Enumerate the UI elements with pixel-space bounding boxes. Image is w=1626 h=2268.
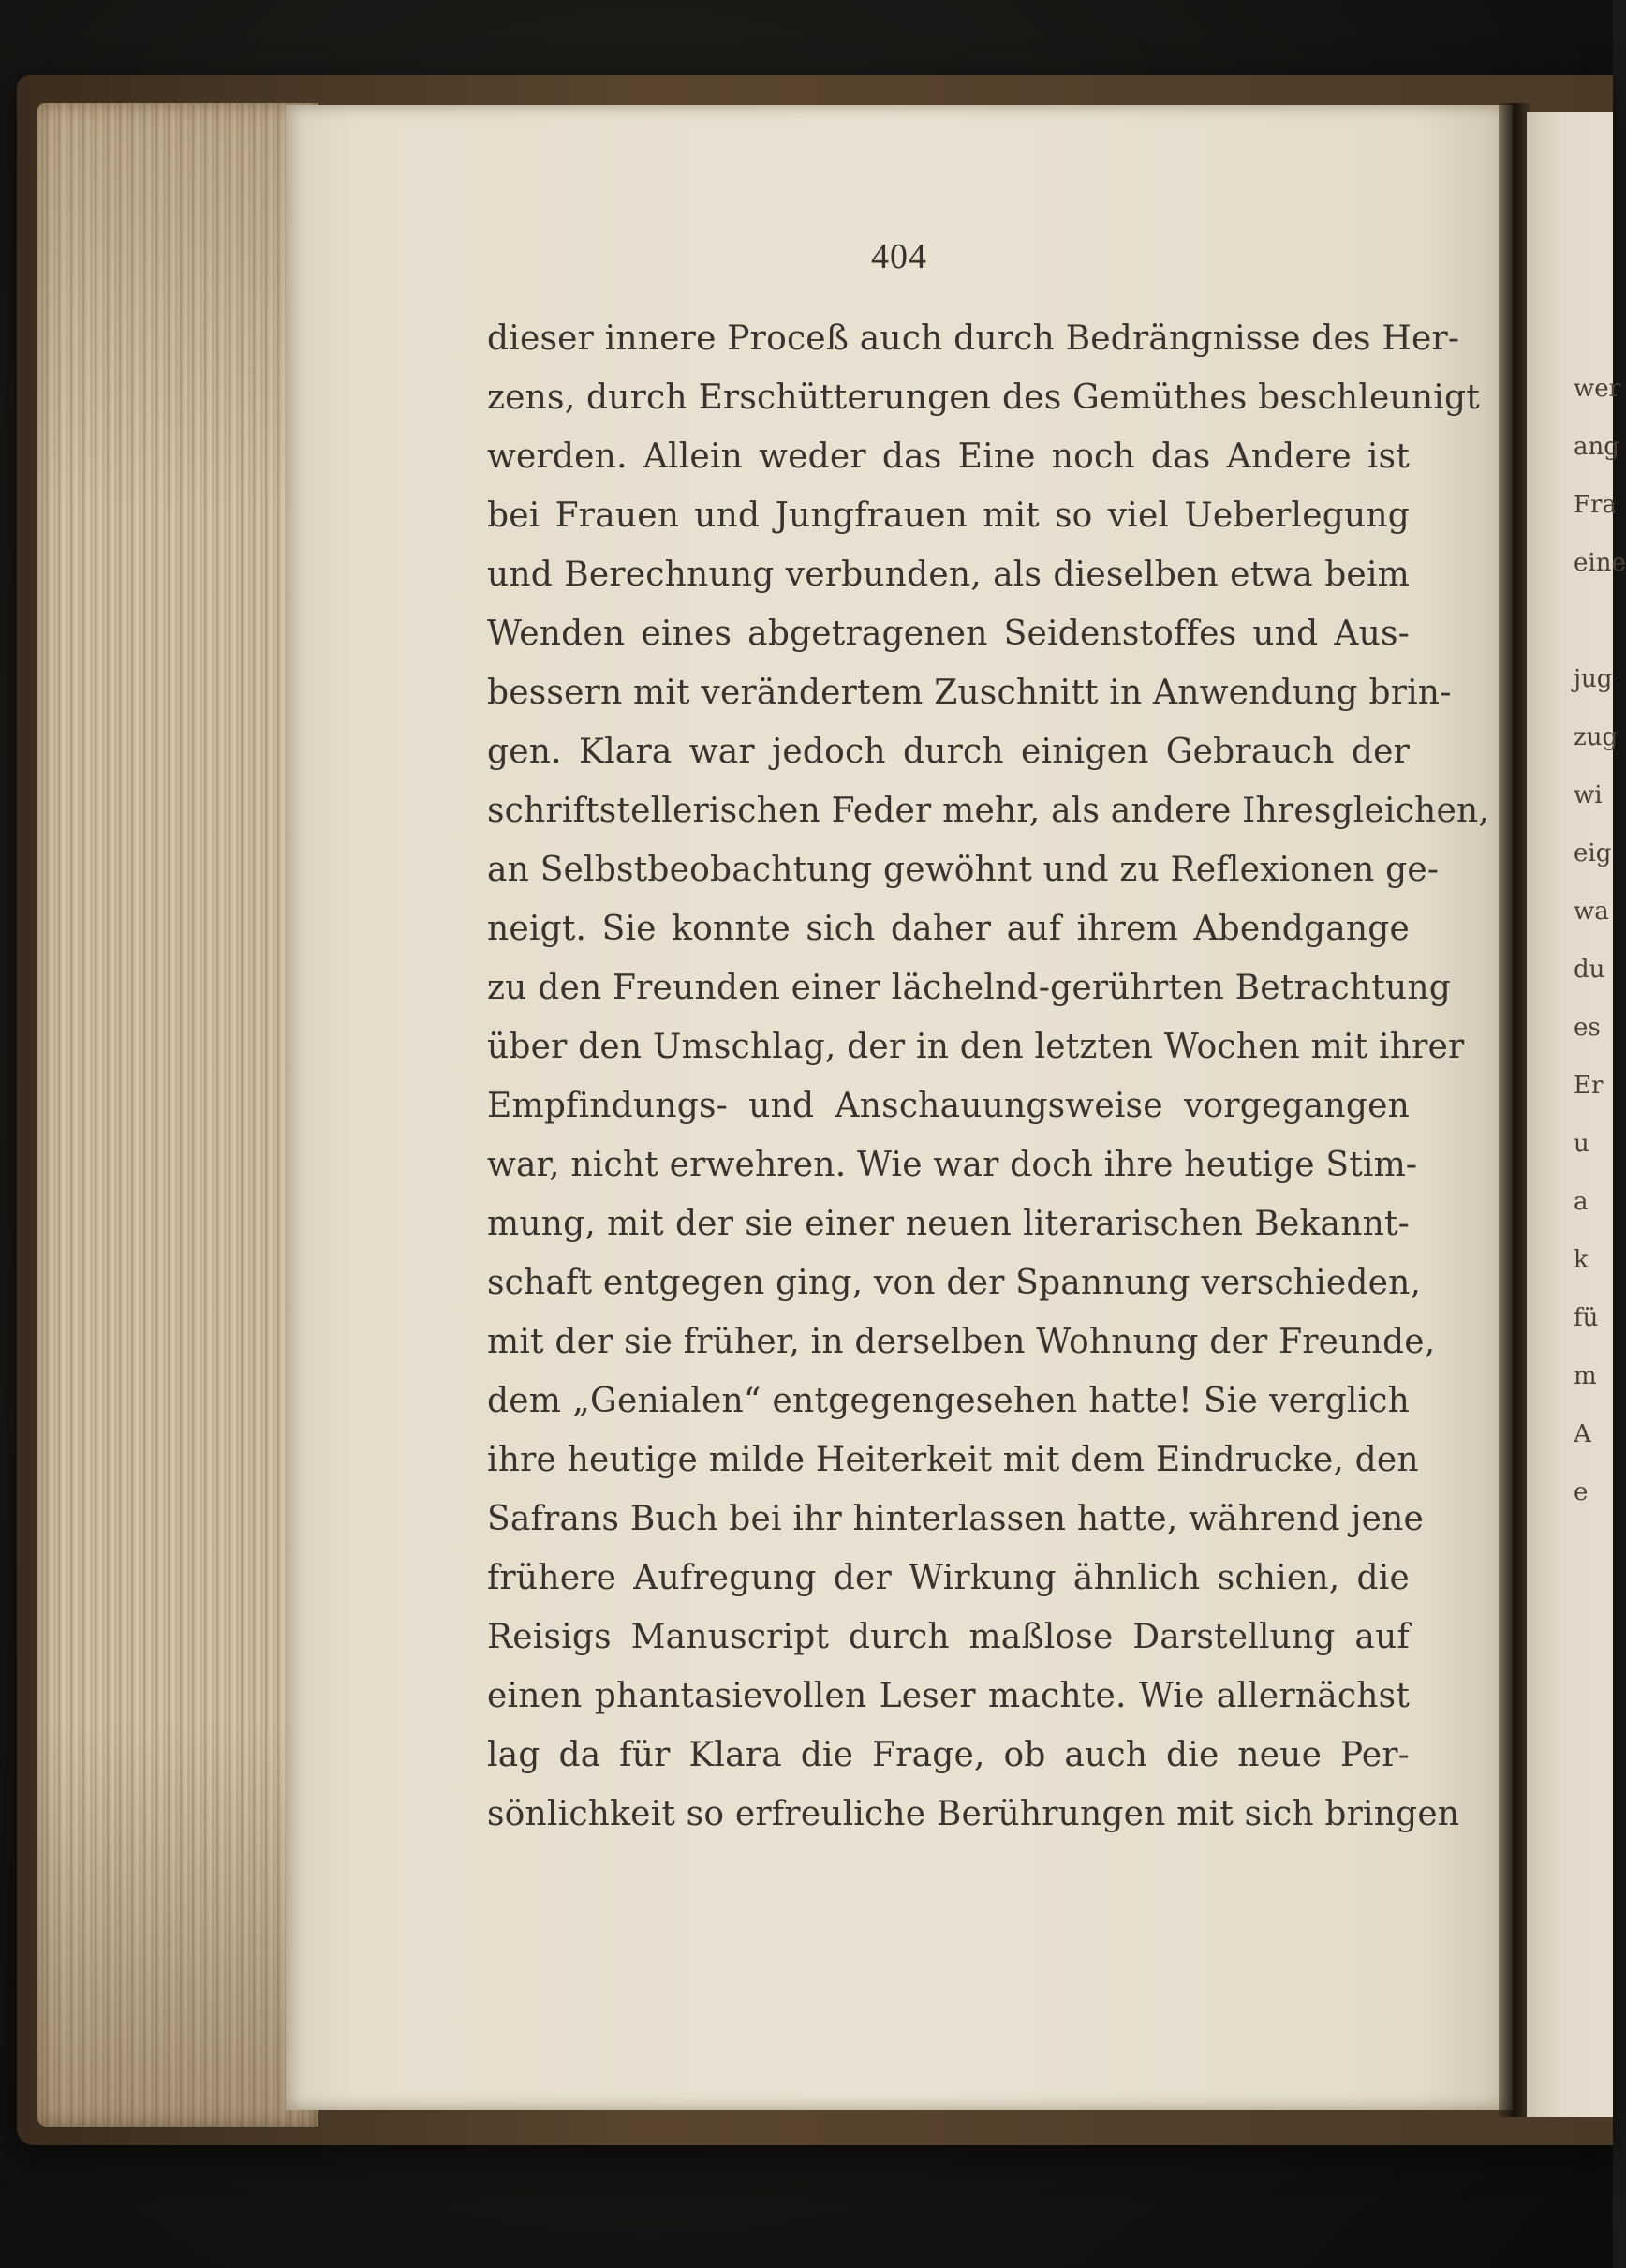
text-line: an Selbstbeobachtung gewöhnt und zu Reflexionen ge-	[487, 851, 1440, 889]
facing-fragment: jug	[1574, 665, 1613, 693]
text-line: schaft entgegen ging, von der Spannung verschieden,	[487, 1264, 1422, 1302]
text-line: Empfindungs- und Anschauungsweise vorgegangen	[487, 1087, 1410, 1125]
facing-fragment: ang	[1574, 433, 1619, 461]
text-line: und Berechnung verbunden, als dieselben etwa beim	[487, 556, 1410, 594]
facing-fragment: k	[1574, 1246, 1589, 1274]
facing-fragment: du	[1574, 956, 1605, 984]
page-edges	[37, 103, 318, 2127]
text-line: zens, durch Erschütterungen des Gemüthes beschleunigt	[487, 378, 1480, 417]
text-line: werden. Allein weder das Eine noch das Andere ist	[487, 437, 1410, 476]
page-number: 404	[871, 237, 927, 276]
facing-fragment: zug	[1574, 723, 1619, 751]
book-page	[286, 105, 1513, 2110]
text-line: bei Frauen und Jungfrauen mit so viel Ueberlegung	[487, 497, 1410, 535]
text-line: dem „Genialen“ entgegengesehen hatte! Sie verglich	[487, 1382, 1410, 1420]
text-line: sönlichkeit so erfreuliche Berührungen mit sich bringen	[487, 1795, 1460, 1833]
text-line: war, nicht erwehren. Wie war doch ihre heutige Stim-	[487, 1146, 1418, 1184]
facing-fragment: a	[1574, 1188, 1589, 1216]
text-line: bessern mit verändertem Zuschnitt in Anwendung brin-	[487, 674, 1452, 712]
facing-fragment: m	[1574, 1362, 1597, 1390]
text-line: dieser innere Proceß auch durch Bedrängnisse des Her-	[487, 319, 1460, 358]
facing-fragment: wer	[1574, 375, 1621, 403]
book-gutter	[1499, 103, 1530, 2117]
text-line: mung, mit der sie einer neuen literarischen Bekannt-	[487, 1205, 1410, 1243]
text-line: über den Umschlag, der in den letzten Wochen mit ihrer	[487, 1028, 1465, 1066]
text-line: frühere Aufregung der Wirkung ähnlich schien, die	[487, 1559, 1410, 1597]
facing-fragment: eig	[1574, 839, 1612, 867]
facing-fragment: fü	[1574, 1304, 1599, 1332]
facing-fragment: eine	[1574, 549, 1626, 577]
text-line: ihre heutige milde Heiterkeit mit dem Eindrucke, den	[487, 1441, 1419, 1479]
facing-fragment: e	[1574, 1478, 1589, 1506]
text-line: schriftstellerischen Feder mehr, als andere Ihresgleichen,	[487, 792, 1489, 830]
text-line: gen. Klara war jedoch durch einigen Gebrauch der	[487, 733, 1410, 771]
text-line: Safrans Buch bei ihr hinterlassen hatte, während jene	[487, 1500, 1425, 1538]
text-line: zu den Freunden einer lächelnd-gerührten Betrachtung	[487, 969, 1451, 1007]
facing-page	[1527, 112, 1626, 2117]
facing-fragment: wa	[1574, 897, 1609, 926]
text-line: Wenden eines abgetragenen Seidenstoffes und Aus-	[487, 615, 1410, 653]
text-line: mit der sie früher, in derselben Wohnung der Freunde,	[487, 1323, 1436, 1361]
page-text	[487, 309, 1489, 1844]
text-line: einen phantasievollen Leser machte. Wie allernächst	[487, 1677, 1410, 1715]
text-line: lag da für Klara die Frage, ob auch die neue Per-	[487, 1736, 1410, 1774]
facing-fragment: A	[1574, 1420, 1591, 1448]
facing-fragment: Er	[1574, 1072, 1604, 1100]
facing-fragment: es	[1574, 1014, 1601, 1042]
facing-fragment: Fra	[1574, 491, 1617, 519]
text-line: Reisigs Manuscript durch maßlose Darstellung auf	[487, 1618, 1410, 1656]
facing-fragment: u	[1574, 1130, 1589, 1158]
text-line: neigt. Sie konnte sich daher auf ihrem Abendgange	[487, 910, 1410, 948]
facing-fragment: wi	[1574, 781, 1603, 809]
